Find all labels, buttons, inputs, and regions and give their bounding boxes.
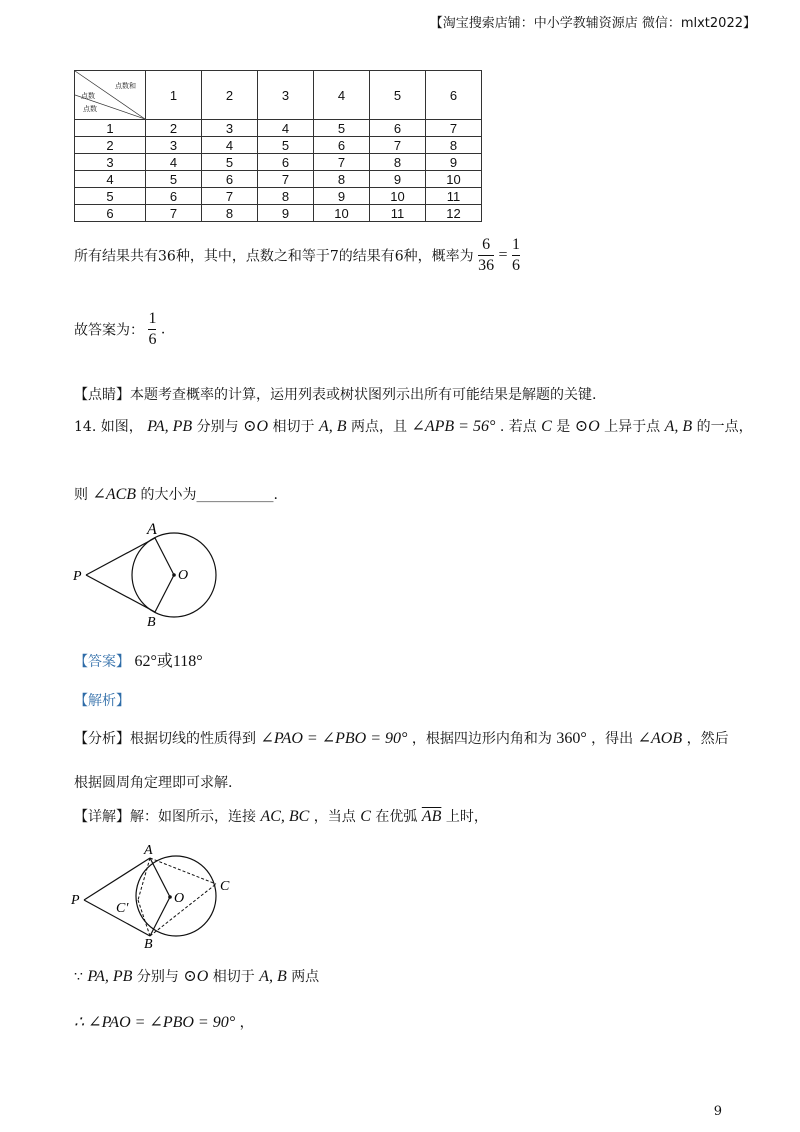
table-cell: 7 <box>202 188 258 205</box>
q14-text: 两点，且 <box>350 419 407 435</box>
table-header-row <box>75 71 482 120</box>
math-therefore-angles: ∴ ∠PAO = ∠PBO = 90° <box>74 1014 236 1031</box>
radius-oa <box>155 538 174 575</box>
math-right-angles: ∠PAO = ∠PBO = 90° <box>260 730 408 747</box>
label-o: O <box>174 891 185 906</box>
q14-text: 是 <box>556 419 571 435</box>
table-row <box>75 120 482 137</box>
table-cell: 3 <box>146 137 202 154</box>
answer-fraction <box>148 310 156 349</box>
table-cell: 9 <box>370 171 426 188</box>
table-cell: 4 <box>202 137 258 154</box>
table-cell: 6 <box>202 171 258 188</box>
math-c: C <box>541 418 552 435</box>
comment-13: 【点睛】本题考查概率的计算，运用列表或树状图列示出所有可能结果是解题的关键. <box>74 387 597 403</box>
q14-text: 的一点， <box>696 419 753 435</box>
col-header: 1 <box>146 71 202 120</box>
detail-line <box>74 806 488 826</box>
detail-text: ，当点 <box>313 809 356 825</box>
q14-text: 上异于点 <box>604 419 661 435</box>
table-cell: 8 <box>202 205 258 222</box>
radius-oa <box>150 858 170 897</box>
chord-ac <box>150 858 216 884</box>
math-a-b: A, B <box>259 968 287 985</box>
table-row <box>75 205 482 222</box>
equals-sign: = <box>498 246 508 264</box>
table-cell: 12 <box>426 205 482 222</box>
table-cell: 7 <box>426 120 482 137</box>
table-cell: 7 <box>146 205 202 222</box>
table-cell: 10 <box>426 171 482 188</box>
row-label: 5 <box>75 188 146 205</box>
frac-denominator: 36 <box>478 257 495 274</box>
because-text: 分别与 <box>136 969 179 985</box>
frac-denominator: 6 <box>512 257 521 274</box>
analysis-text: 【分析】根据切线的性质得到 <box>74 731 256 747</box>
math-a-b: A, B <box>664 418 693 435</box>
page-number: 9 <box>713 1104 722 1119</box>
table-cell: 2 <box>146 120 202 137</box>
frac-denominator: 6 <box>148 331 157 348</box>
analysis-text: ，然后 <box>686 731 729 747</box>
frac-numerator: 6 <box>482 236 491 253</box>
table-cell: 11 <box>426 188 482 205</box>
label-a: A <box>144 843 153 858</box>
row-label: 4 <box>75 171 146 188</box>
frac-numerator: 1 <box>148 310 157 327</box>
table-cell: 7 <box>258 171 314 188</box>
detail-text: 【详解】解：如图所示，连接 <box>74 809 256 825</box>
math-c: C <box>360 808 371 825</box>
label-a: A <box>147 521 157 538</box>
radius-ob <box>150 897 170 936</box>
table-corner-cell <box>75 71 146 120</box>
math-arc-ab: $\overline{AB}$ <box>421 808 442 825</box>
table-row <box>75 171 482 188</box>
table-cell: 7 <box>370 137 426 154</box>
answer-14-line <box>74 648 203 671</box>
table-cell: 9 <box>314 188 370 205</box>
col-header: 6 <box>426 71 482 120</box>
table-cell: 6 <box>146 188 202 205</box>
label-c-prime: C′ <box>116 901 129 916</box>
label-b: B <box>147 615 156 630</box>
table-cell: 5 <box>146 171 202 188</box>
label-o: O <box>178 568 189 583</box>
table-cell: 6 <box>370 120 426 137</box>
tangent-pb <box>86 575 155 612</box>
col-header: 4 <box>314 71 370 120</box>
col-header: 5 <box>370 71 426 120</box>
analysis-text: ，得出 <box>591 731 634 747</box>
table-cell: 9 <box>258 205 314 222</box>
because-line <box>74 966 319 986</box>
detail-text: 在优弧 <box>375 809 418 825</box>
question-14-line1 <box>74 416 753 436</box>
result-text: 所有结果共有36种，其中，点数之和等于7的结果有6种，概率为 <box>74 248 474 265</box>
answer-value: 62°或118° <box>134 653 203 670</box>
corner-label-mid: 点数 <box>81 93 95 100</box>
math-pa-pb: PA, PB <box>87 968 133 985</box>
analysis-tag: 【解析】 <box>74 693 130 709</box>
therefore-text: ， <box>239 1015 254 1031</box>
math-circle-o: ⊙O <box>183 968 209 985</box>
math-circle-o: ⊙O <box>243 418 269 435</box>
label-p: P <box>73 569 82 584</box>
table-cell: 6 <box>258 154 314 171</box>
table-cell: 9 <box>426 154 482 171</box>
analysis-text: ，根据四边形内角和为 <box>411 731 552 747</box>
detail-text: 上时， <box>445 809 488 825</box>
corner-label-bottom: 点数 <box>83 106 97 113</box>
math-circle-o: ⊙O <box>574 418 600 435</box>
answer-tag: 【答案】 <box>74 654 130 670</box>
therefore-line <box>74 1012 254 1032</box>
analysis-line2: 根据圆周角定理即可求解. <box>74 775 233 791</box>
label-p: P <box>71 893 80 908</box>
label-c: C <box>220 879 230 894</box>
q14-number: 14. 如图， <box>74 419 143 435</box>
q14-text: 分别与 <box>196 419 239 435</box>
table-cell: 10 <box>370 188 426 205</box>
table-cell: 8 <box>370 154 426 171</box>
table-cell: 11 <box>370 205 426 222</box>
radius-ob <box>155 575 174 612</box>
table-cell: 5 <box>202 154 258 171</box>
math-angle-aob: ∠AOB <box>637 730 683 747</box>
row-label: 3 <box>75 154 146 171</box>
analysis-line1 <box>74 728 729 748</box>
table-row <box>75 137 482 154</box>
math-a-b: A, B <box>318 418 347 435</box>
math-pa-pb: PA, PB <box>147 418 193 435</box>
col-header: 3 <box>258 71 314 120</box>
table-cell: 8 <box>314 171 370 188</box>
table-cell: 10 <box>314 205 370 222</box>
math-angle-acb: ∠ACB <box>92 486 137 503</box>
table-cell: 5 <box>314 120 370 137</box>
table-cell: 6 <box>314 137 370 154</box>
row-label: 2 <box>75 137 146 154</box>
fraction-6-36 <box>478 236 494 275</box>
figure-inscribed-angle <box>70 840 240 952</box>
shop-header-note: 【淘宝搜索店铺：中小学教辅资源店 微信：mlxt2022】 <box>429 16 756 31</box>
question-14-line2 <box>74 484 278 504</box>
because-text: 相切于 <box>212 969 255 985</box>
col-header: 2 <box>202 71 258 120</box>
table-cell: 4 <box>258 120 314 137</box>
center-point <box>172 573 176 577</box>
table-cell: 7 <box>314 154 370 171</box>
corner-label-top: 点数和 <box>115 83 136 90</box>
math-angle-apb: ∠APB = 56° <box>411 418 496 435</box>
because-symbol: ∵ <box>74 969 83 985</box>
answer-prefix: 故答案为： <box>74 322 144 339</box>
table-cell: 8 <box>426 137 482 154</box>
dice-sum-table <box>74 70 482 222</box>
tangent-pa <box>86 538 155 575</box>
answer-13-line <box>74 310 165 349</box>
table-cell: 3 <box>202 120 258 137</box>
answer-suffix: . <box>160 321 166 338</box>
q14-text: . 若点 <box>499 419 537 435</box>
table-cell: 4 <box>146 154 202 171</box>
row-label: 6 <box>75 205 146 222</box>
row-label: 1 <box>75 120 146 137</box>
label-b: B <box>144 937 153 952</box>
table-row <box>75 188 482 205</box>
figure-tangent-circle <box>70 518 230 638</box>
result-line <box>74 236 520 275</box>
frac-numerator: 1 <box>512 236 521 253</box>
table-cell: 8 <box>258 188 314 205</box>
q14-text: 则 <box>74 487 88 503</box>
math-360: 360° <box>556 730 587 747</box>
table-cell: 5 <box>258 137 314 154</box>
fraction-1-6 <box>512 236 520 275</box>
because-text: 两点 <box>291 969 320 985</box>
math-ac-bc: AC, BC <box>260 808 310 825</box>
table-row <box>75 154 482 171</box>
q14-text: 的大小为___________. <box>140 487 278 503</box>
q14-text: 相切于 <box>272 419 315 435</box>
center-point <box>168 895 172 899</box>
